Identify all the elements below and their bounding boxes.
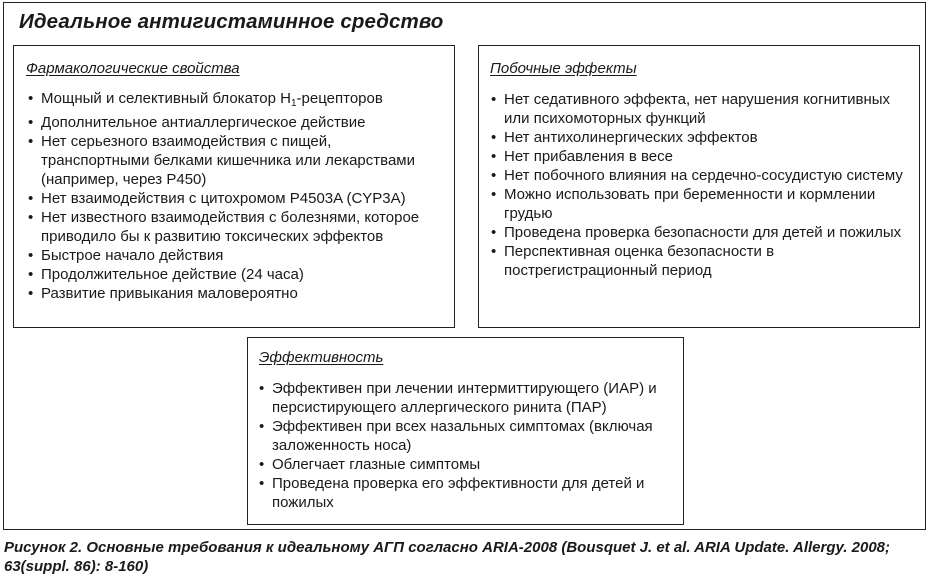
- list-item: • Быстрое начало действия: [28, 246, 443, 265]
- list-item: • Нет прибавления в весе: [491, 147, 909, 166]
- list-item: • Развитие привыкания маловероятно: [28, 284, 443, 303]
- list-item: • Проведена проверка его эффективности для детей и пожилых: [259, 474, 675, 512]
- list-item: • Эффективен при всех назальных симптомах (включая заложенность носа): [259, 417, 675, 455]
- pharmacological-list: [28, 89, 443, 303]
- list-item: • Нет взаимодействия с цитохромом P4503A (CYP3A): [28, 189, 443, 208]
- list-item: • Проведена проверка безопасности для детей и пожилых: [491, 223, 909, 242]
- list-item: • Нет побочного влияния на сердечно-сосудистую систему: [491, 166, 909, 185]
- efficacy-list: [259, 379, 675, 512]
- side-effects-box: [478, 45, 920, 328]
- side-effects-heading: Побочные эффекты: [490, 60, 637, 77]
- diagram-title: Идеальное антигистаминное средство: [19, 10, 444, 33]
- list-item: • Нет известного взаимодействия с болезнями, которое приводило бы к развитию токсических эффектов: [28, 208, 443, 246]
- efficacy-box: [247, 337, 684, 525]
- list-item: • Нет серьезного взаимодействия с пищей, транспортными белками кишечника или лекарствами (например, через P450): [28, 132, 443, 189]
- list-item: • Дополнительное антиаллергическое действие: [28, 113, 443, 132]
- list-item: • Перспективная оценка безопасности в пострегистрационный период: [491, 242, 909, 280]
- list-item: • Нет седативного эффекта, нет нарушения когнитивных или психомоторных функций: [491, 90, 909, 128]
- side-effects-list: [491, 90, 909, 280]
- list-item: • Облегчает глазные симптомы: [259, 455, 675, 474]
- list-item: • Нет антихолинергических эффектов: [491, 128, 909, 147]
- list-item: • Можно использовать при беременности и кормлении грудью: [491, 185, 909, 223]
- pharmacological-heading: Фармакологические свойства: [26, 60, 240, 77]
- pharmacological-properties-box: [13, 45, 455, 328]
- efficacy-heading: Эффективность: [259, 349, 384, 366]
- list-item: • Эффективен при лечении интермиттирующего (ИАР) и персистирующего аллергического ринита (ПАР): [259, 379, 675, 417]
- figure-caption: Рисунок 2. Основные требования к идеальному АГП согласно ARIA-2008 (Bousquet J. et al. ARIA Update. Allergy. 2008; 63(suppl. 86): 8-160): [4, 539, 891, 575]
- list-item: • Мощный и селективный блокатор $H_1$-рецепторов: [28, 89, 443, 113]
- list-item: • Продолжительное действие (24 часа): [28, 265, 443, 284]
